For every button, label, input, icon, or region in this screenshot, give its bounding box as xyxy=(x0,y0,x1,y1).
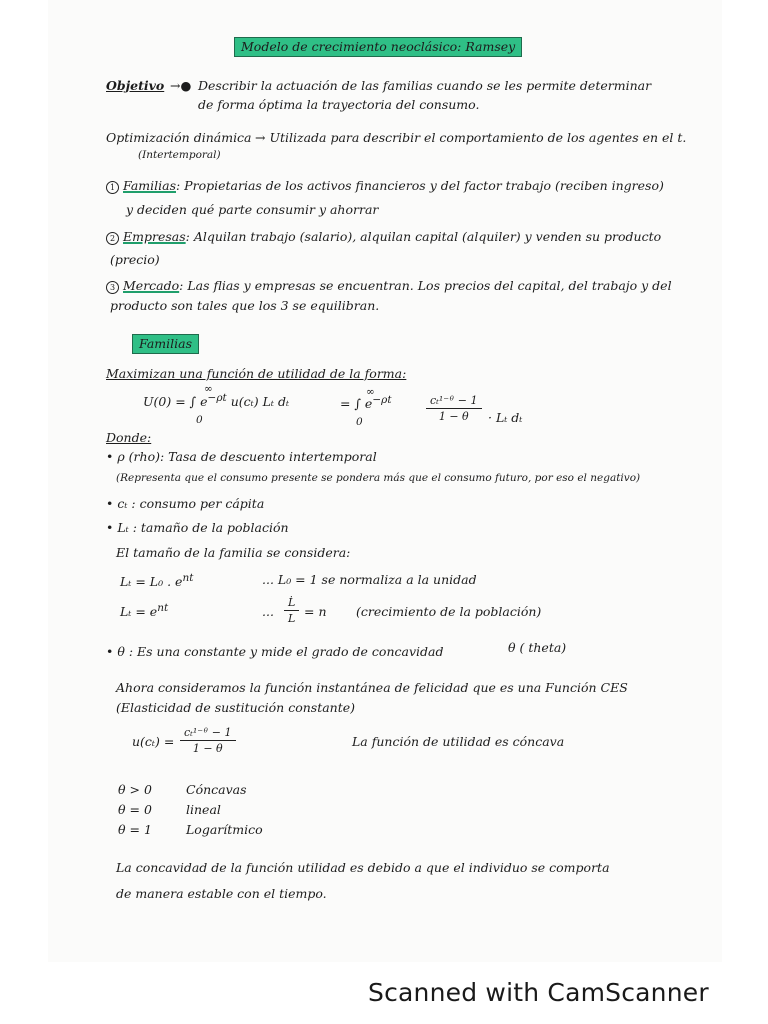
integral-upper-limit: ∞ xyxy=(204,383,213,395)
agent-familias xyxy=(106,178,664,194)
integral-upper-limit: ∞ xyxy=(366,386,375,398)
agent-empresas-line2: (precio) xyxy=(110,252,160,267)
fraction-denominator: 1 − θ xyxy=(438,410,469,423)
case-label: lineal xyxy=(186,802,221,817)
pop-eq2-exp: nt xyxy=(157,602,169,614)
page-title: Modelo de crecimiento neoclásico: Ramsey xyxy=(234,37,522,57)
pop-eq1-text: Lₜ = L₀ . e xyxy=(120,574,183,590)
def-c-text: cₜ : consumo per cápita xyxy=(117,496,265,511)
optimizacion-label: Optimización dinámica xyxy=(106,130,252,145)
integral-lower-limit: 0 xyxy=(356,416,363,428)
def-rho: • ρ (rho): Tasa de descuento intertemporal xyxy=(106,449,377,464)
donde-label: Donde: xyxy=(106,430,152,445)
utility-mid: u(c xyxy=(230,394,251,410)
def-rho-text: ρ (rho): Tasa de descuento intertemporal xyxy=(117,449,377,464)
utility-exp: −ρt xyxy=(372,394,392,406)
ces-note: La función de utilidad es cóncava xyxy=(352,734,565,749)
fraction-numerator: L̇ xyxy=(284,596,299,611)
optimizacion-text: → Utilizada para describir el comportamiento de los agentes en el t. xyxy=(255,130,687,145)
agent-text: : Alquilan trabajo (salario), alquilan capital (alquiler) y venden su producto xyxy=(185,229,662,244)
ces-fraction xyxy=(180,726,236,755)
ces-line2: (Elasticidad de sustitución constante) xyxy=(116,700,356,715)
number-badge: 3 xyxy=(106,281,119,294)
growth-fraction xyxy=(284,596,299,625)
objetivo-line1: Describir la actuación de las familias cuando se les permite determinar xyxy=(198,78,652,93)
agent-text: : Propietarias de los activos financieros y del factor trabajo (reciben ingreso) xyxy=(176,178,664,193)
utility-eq2: = ∫ e xyxy=(340,396,373,412)
agent-mercado-line2: producto son tales que los 3 se equilibran. xyxy=(110,298,380,313)
pop-eq1 xyxy=(120,570,193,590)
fraction-numerator: cₜ¹⁻ᶿ − 1 xyxy=(180,726,236,741)
def-theta-note: θ ( theta) xyxy=(508,640,567,655)
pop-eq2-rhs: = n xyxy=(304,604,327,619)
objetivo-label: Objetivo xyxy=(106,78,165,93)
ces-line1: Ahora consideramos la función instantánea de felicidad que es una Función CES xyxy=(116,680,628,695)
case-label: Logarítmico xyxy=(186,822,263,837)
def-theta: • θ : Es una constante y mide el grado de concavidad xyxy=(106,644,444,659)
utility-fraction xyxy=(426,394,482,423)
conclusion-line2: de manera estable con el tiempo. xyxy=(116,886,327,901)
fraction-numerator: cₜ¹⁻ᶿ − 1 xyxy=(426,394,482,409)
integral-lower-limit: 0 xyxy=(196,414,203,426)
arrow-bullet-icon: →● xyxy=(170,78,192,93)
fraction-denominator: 1 − θ xyxy=(192,742,223,755)
def-theta-text: θ : Es una constante y mide el grado de concavidad xyxy=(117,644,444,659)
section-familias-tag: Familias xyxy=(132,334,199,354)
case-label: Cóncavas xyxy=(186,782,247,797)
agent-text: : Las flias y empresas se encuentran. Los precios del capital, del trabajo y del xyxy=(179,278,672,293)
pop-eq1-note: ... L₀ = 1 se normaliza a la unidad xyxy=(262,572,477,587)
def-L: • Lₜ : tamaño de la población xyxy=(106,520,289,535)
conclusion-line1: La concavidad de la función utilidad es debido a que el individuo se comporta xyxy=(116,860,610,875)
def-L-text: Lₜ : tamaño de la población xyxy=(117,520,289,535)
agent-label: Empresas xyxy=(123,229,186,244)
agent-label: Familias xyxy=(123,178,176,193)
def-c: • cₜ : consumo per cápita xyxy=(106,496,265,511)
utility-equation: U(0) = ∫ $e^{-\rho t}$ u(cₜ) Lₜ dₜ xyxy=(143,392,290,410)
case-cond: θ = 0 xyxy=(118,802,152,817)
agent-empresas xyxy=(106,229,661,245)
ces-lhs: u(cₜ) = xyxy=(132,734,175,749)
def-rho-note: (Representa que el consumo presente se pondera más que el consumo futuro, por eso el negativo) xyxy=(116,472,641,484)
agent-mercado xyxy=(106,278,672,294)
pop-eq2-dots: ... xyxy=(262,604,274,619)
number-badge: 2 xyxy=(106,232,119,245)
pop-eq2 xyxy=(120,600,168,620)
agent-label: Mercado xyxy=(123,278,180,293)
utility-lhs: U(0) = ∫ e xyxy=(143,394,208,410)
fraction-denominator: L xyxy=(288,612,296,625)
pop-eq1-exp: nt xyxy=(182,572,194,584)
maximizan-heading: Maximizan una función de utilidad de la forma: xyxy=(106,366,407,381)
case-cond: θ > 0 xyxy=(118,782,152,797)
utility-mid2: ) L xyxy=(253,394,271,410)
utility-exp: −ρt xyxy=(207,392,227,404)
case-cond: θ = 1 xyxy=(118,822,152,837)
agent-familias-line2: y deciden qué parte consumir y ahorrar xyxy=(126,202,379,217)
utility-dt: dₜ xyxy=(274,394,290,410)
def-L-note: El tamaño de la familia se considera: xyxy=(116,545,351,560)
number-badge: 1 xyxy=(106,181,119,194)
camscanner-watermark: Scanned with CamScanner xyxy=(368,978,709,1007)
pop-eq2-note: (crecimiento de la población) xyxy=(356,604,542,619)
objetivo-line2: de forma óptima la trayectoria del consumo. xyxy=(198,97,480,112)
utility-tail: · Lₜ dₜ xyxy=(488,410,523,425)
optimizacion-sub: (Intertemporal) xyxy=(138,149,221,161)
pop-eq2-text: Lₜ = e xyxy=(120,604,158,620)
